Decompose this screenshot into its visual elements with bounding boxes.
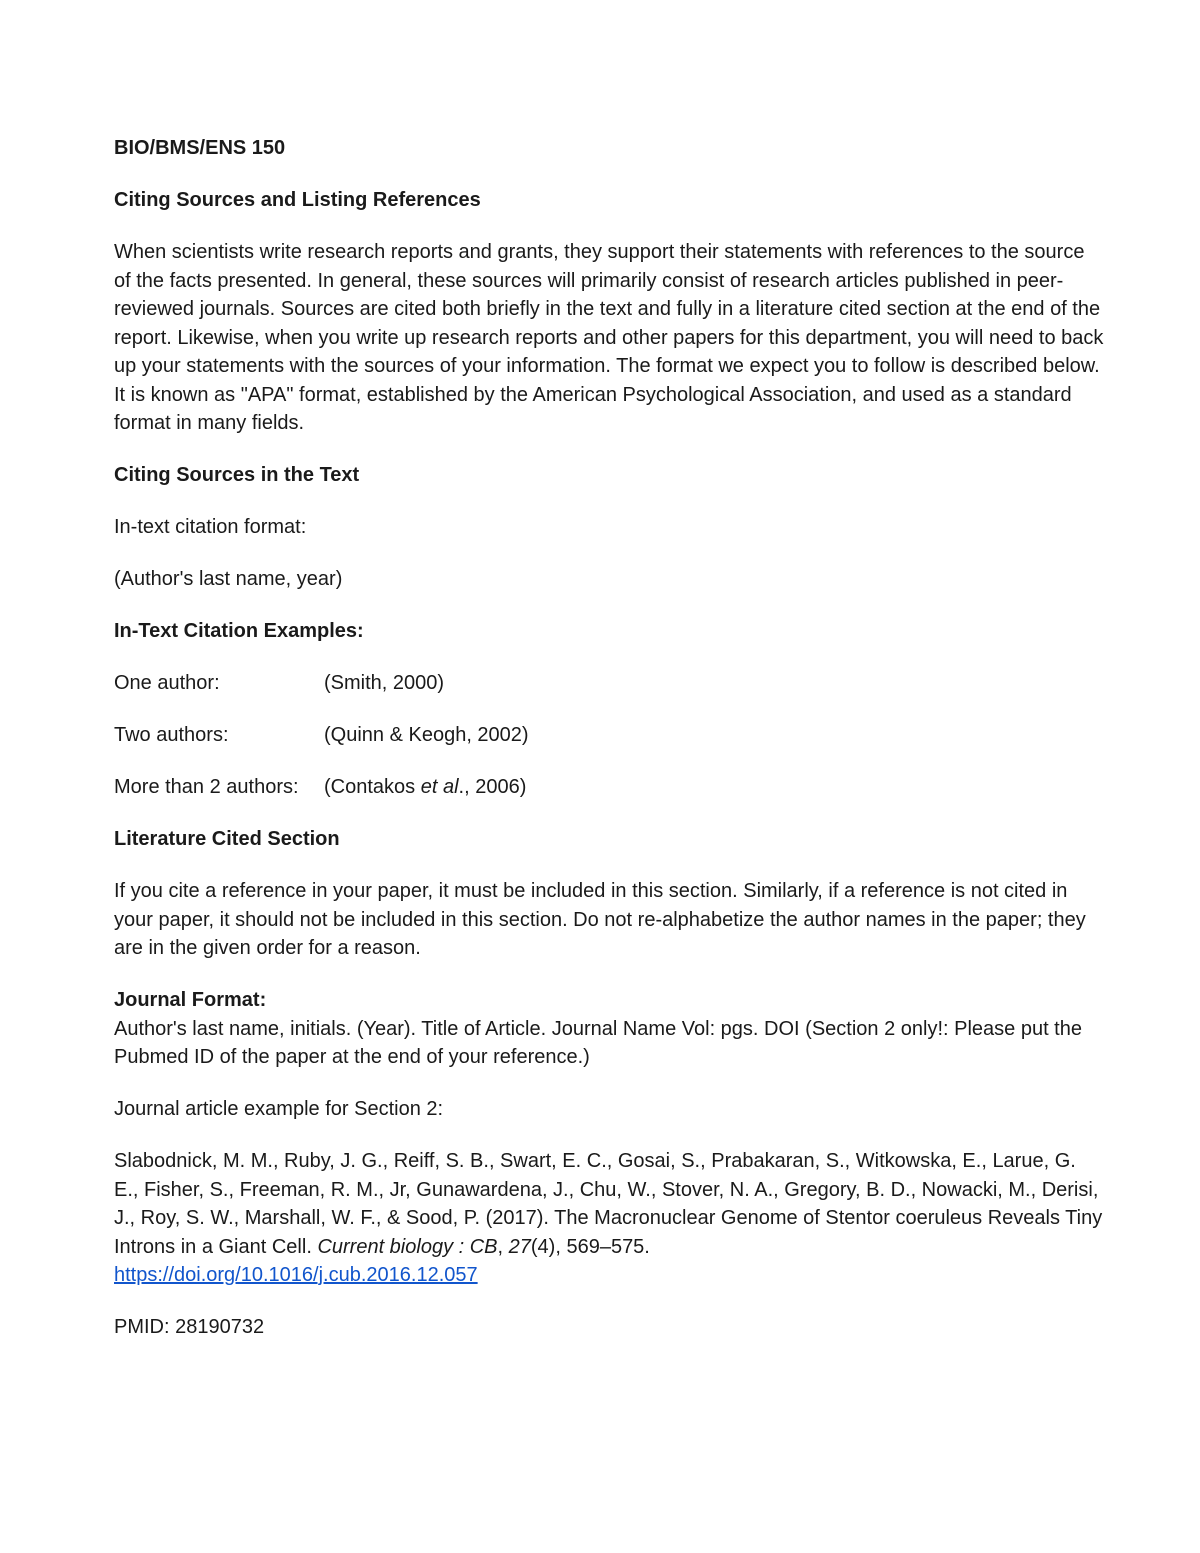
- in-text-format-label: In-text citation format:: [114, 516, 307, 538]
- example-label: More than 2 authors:: [114, 776, 299, 798]
- example-row-two-authors: [114, 721, 1104, 750]
- reference-entry: Slabodnick, M. M., Ruby, J. G., Reiff, S. B., Swart, E. C., Gosai, S., Prabakaran, S., Witkowska, E., Larue, G. E., Fisher, S., Freeman, R. M., Jr, Gunawardena, J., Chu, W., Stover, N. A., Gregory, B. D., Nowacki, M., Derisi, J., Roy, S. W., Marshall, W. F., & Sood, P. (2017). The Macronuclear Genome of Stentor coeruleus Reveals Tiny Introns in a Giant Cell. Current biology : CB, 27(4), 569–575. https://doi.org/10.1016/j.cub.2016.12.057: [114, 1150, 1103, 1286]
- document-title: Citing Sources and Listing References: [114, 189, 481, 211]
- example-citation: (Contakos et al., 2006): [324, 776, 527, 798]
- example-row-one-author: [114, 669, 1104, 698]
- doi-link[interactable]: https://doi.org/10.1016/j.cub.2016.12.057: [114, 1264, 478, 1286]
- example-label: One author:: [114, 672, 220, 694]
- document-page: [114, 134, 1104, 1342]
- examples-heading: In-Text Citation Examples:: [114, 620, 364, 642]
- journal-example-label: Journal article example for Section 2:: [114, 1098, 444, 1120]
- course-code: BIO/BMS/ENS 150: [114, 137, 286, 159]
- journal-name: Current biology : CB: [317, 1235, 498, 1258]
- journal-volume: 27: [508, 1235, 531, 1258]
- journal-format-heading: Journal Format:: [114, 989, 267, 1011]
- pmid: PMID: 28190732: [114, 1316, 265, 1338]
- literature-heading: Literature Cited Section: [114, 828, 340, 850]
- example-citation: (Smith, 2000): [324, 672, 445, 694]
- example-label: Two authors:: [114, 724, 229, 746]
- journal-format-text: Author's last name, initials. (Year). Title of Article. Journal Name Vol: pgs. DOI (Section 2 only!: Please put the Pubmed ID of the paper at the end of your reference.): [114, 1017, 1082, 1068]
- example-row-many-authors: [114, 773, 1104, 802]
- literature-paragraph: If you cite a reference in your paper, it must be included in this section. Similarly, if a reference is not cited in your paper, it should not be included in this section. Do not re-alphabetize the author names in the paper; they are in the given order for a reason.: [114, 880, 1086, 959]
- in-text-heading: Citing Sources in the Text: [114, 464, 360, 486]
- in-text-format: (Author's last name, year): [114, 568, 343, 590]
- example-citation: (Quinn & Keogh, 2002): [324, 724, 529, 746]
- intro-paragraph: When scientists write research reports and grants, they support their statements with references to the source of the facts presented. In general, these sources will primarily consist of research articles published in peer-reviewed journals. Sources are cited both briefly in the text and fully in a literature cited section at the end of the report. Likewise, when you write up research reports and other papers for this department, you will need to back up your statements with the sources of your information. The format we expect you to follow is described below. It is known as "APA" format, established by the American Psychological Association, and used as a standard format in many fields.: [114, 241, 1104, 434]
